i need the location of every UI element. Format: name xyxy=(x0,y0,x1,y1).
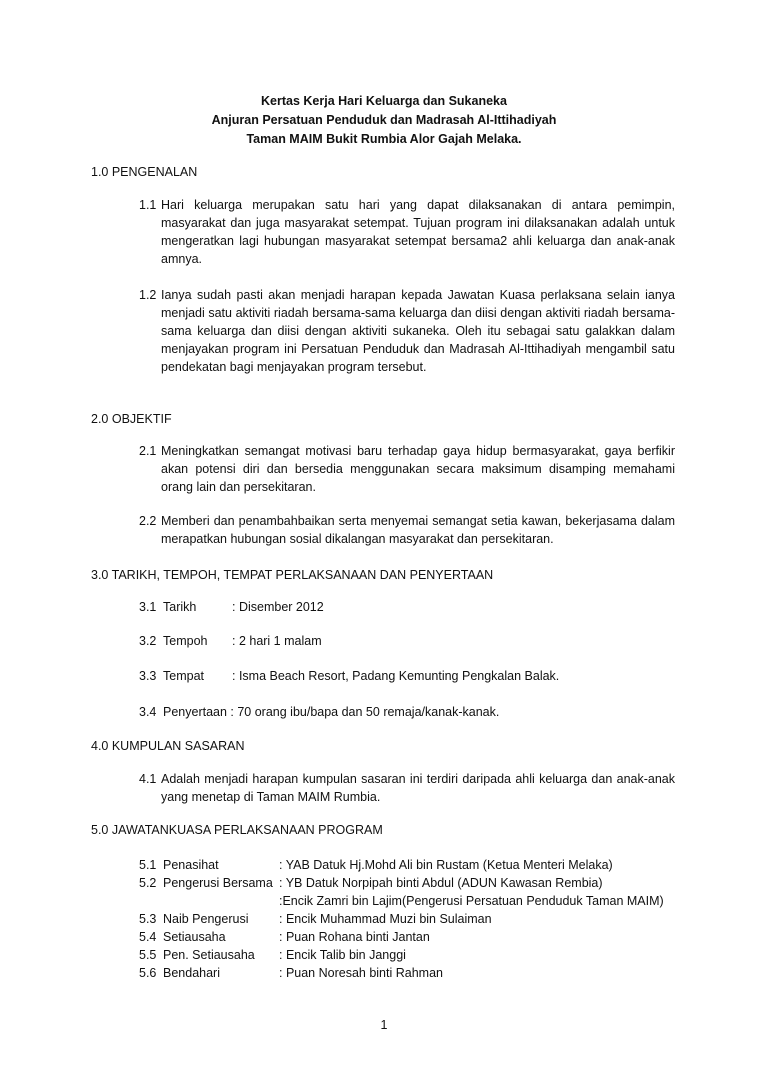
committee-member: : Encik Muhammad Muzi bin Sulaiman xyxy=(279,912,492,926)
committee-role: Bendahari xyxy=(163,966,220,980)
paragraph-4-1 xyxy=(139,770,675,806)
page-number: 1 xyxy=(380,1018,388,1032)
row-label: Tempoh xyxy=(163,634,208,648)
title-line-1: Kertas Kerja Hari Keluarga dan Sukaneka xyxy=(261,94,507,108)
paragraph-1-1 xyxy=(139,196,675,268)
row-number: 3.1 xyxy=(139,600,157,614)
paragraph-text: Meningkatkan semangat motivasi baru terhadap gaya hidup bermasyarakat, gaya berfikir akan potensi diri dan bersedia menggunakan secara maksimum disamping memahami orang lain dan persekitaran. xyxy=(161,444,675,494)
paragraph-2-2 xyxy=(139,512,675,548)
row-label: Tarikh xyxy=(163,600,197,614)
committee-role: Naib Pengerusi xyxy=(163,912,249,926)
committee-role: Penasihat xyxy=(163,858,219,872)
paragraph-text: Ianya sudah pasti akan menjadi harapan kepada Jawatan Kuasa perlaksana selain ianya menjadi satu aktiviti riadah bersama-sama keluarga dan diisi dengan aktiviti riadah bersama-sama keluarga dan diisi dengan aktiviti sukaneka. Oleh itu sebagai satu galakkan dalam menjayakan program ini Persatuan Penduduk dan Madrasah Al-Ittihadiyah mengambil satu pendekatan bagi menjayakan program tersebut. xyxy=(161,288,675,374)
row-label: Tempat xyxy=(163,669,204,683)
paragraph-number: 1.1 xyxy=(139,198,157,212)
section-5-heading: 5.0 JAWATANKUASA PERLAKSANAAN PROGRAM xyxy=(91,823,383,837)
title-line-2: Anjuran Persatuan Penduduk dan Madrasah Al-Ittihadiyah xyxy=(211,113,557,127)
committee-member: : YAB Datuk Hj.Mohd Ali bin Rustam (Ketua Menteri Melaka) xyxy=(279,858,613,872)
row-value: : Isma Beach Resort, Padang Kemunting Pengkalan Balak. xyxy=(232,669,560,683)
paragraph-text: Adalah menjadi harapan kumpulan sasaran ini terdiri daripada ahli keluarga dan anak-anak yang menetap di Taman MAIM Rumbia. xyxy=(161,772,675,804)
row-number: 3.3 xyxy=(139,669,157,683)
committee-member: : Encik Talib bin Janggi xyxy=(279,948,406,962)
paragraph-1-2 xyxy=(139,286,675,376)
committee-member: : YB Datuk Norpipah binti Abdul (ADUN Kawasan Rembia) xyxy=(279,876,603,890)
committee-member: :Encik Zamri bin Lajim(Pengerusi Persatuan Penduduk Taman MAIM) xyxy=(279,894,664,908)
paragraph-number: 2.2 xyxy=(139,514,157,528)
committee-member: : Puan Rohana binti Jantan xyxy=(279,930,430,944)
section-3-heading: 3.0 TARIKH, TEMPOH, TEMPAT PERLAKSANAAN DAN PENYERTAAN xyxy=(91,568,494,582)
row-value: : Disember 2012 xyxy=(232,600,324,614)
document-title xyxy=(0,92,768,149)
row-number: 5.6 xyxy=(139,966,157,980)
paragraph-number: 4.1 xyxy=(139,772,157,786)
committee-role: Pen. Setiausaha xyxy=(163,948,255,962)
row-value: : 2 hari 1 malam xyxy=(232,634,322,648)
row-number: 5.2 xyxy=(139,876,157,890)
row-text: Penyertaan : 70 orang ibu/bapa dan 50 remaja/kanak-kanak. xyxy=(163,705,500,719)
section-4-heading: 4.0 KUMPULAN SASARAN xyxy=(91,739,245,753)
committee-role: Setiausaha xyxy=(163,930,226,944)
title-line-3: Taman MAIM Bukit Rumbia Alor Gajah Melaka. xyxy=(246,132,522,146)
paragraph-2-1 xyxy=(139,442,675,496)
row-number: 5.4 xyxy=(139,930,157,944)
row-number: 3.4 xyxy=(139,705,157,719)
paragraph-text: Memberi dan penambahbaikan serta menyemai semangat setia kawan, bekerjasama dalam merapatkan hubungan sosial dikalangan masyarakat dan persekitaran. xyxy=(161,514,675,546)
section-2-heading: 2.0 OBJEKTIF xyxy=(91,412,172,426)
row-number: 5.5 xyxy=(139,948,157,962)
paragraph-number: 2.1 xyxy=(139,444,157,458)
row-number: 5.3 xyxy=(139,912,157,926)
row-number: 3.2 xyxy=(139,634,157,648)
committee-member: : Puan Noresah binti Rahman xyxy=(279,966,443,980)
paragraph-text: Hari keluarga merupakan satu hari yang dapat dilaksanakan di antara pemimpin, masyarakat dan juga masyarakat setempat. Tujuan program ini dilaksanakan adalah untuk mengeratkan lagi hubungan masyarakat setempat bersama2 ahli keluarga dan anak-anak amnya. xyxy=(161,198,675,266)
paragraph-number: 1.2 xyxy=(139,288,157,302)
committee-role: Pengerusi Bersama xyxy=(163,876,273,890)
row-number: 5.1 xyxy=(139,858,157,872)
section-1-heading: 1.0 PENGENALAN xyxy=(91,165,198,179)
